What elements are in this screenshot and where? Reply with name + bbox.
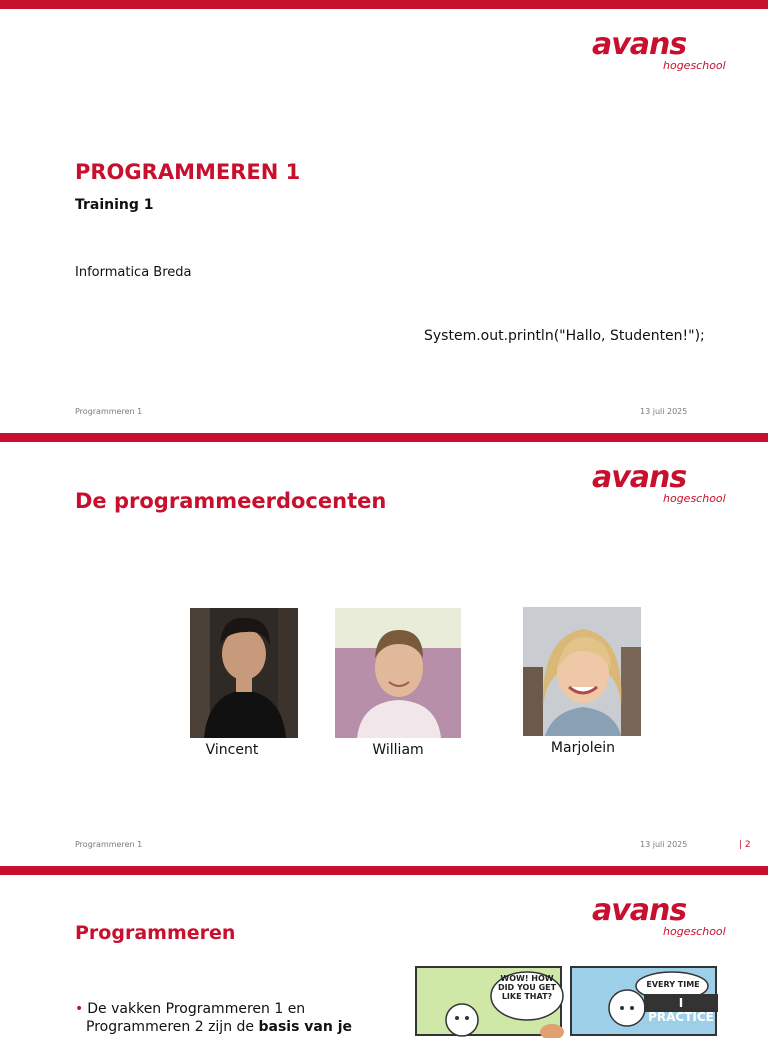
teacher-name-vincent: Vincent xyxy=(205,742,259,758)
footer-date: 13 juli 2025 xyxy=(640,840,688,849)
code-line: System.out.println("Hallo, Studenten!"); xyxy=(424,328,705,344)
comic-panel-right xyxy=(570,966,717,1036)
footer-course: Programmeren 1 xyxy=(75,407,143,416)
avans-logo: avans hogeschool xyxy=(592,27,726,72)
comic-speech-right: I PRACTICE xyxy=(648,996,714,1024)
teacher-name-william: William xyxy=(372,742,424,758)
slide-heading: De programmeerdocenten xyxy=(75,489,387,513)
footer-date: 13 juli 2025 xyxy=(640,407,688,416)
comic-caption-right: EVERY TIME xyxy=(646,980,700,989)
teacher-photo-vincent xyxy=(190,608,298,738)
slide-teachers xyxy=(0,433,768,866)
slide-title-heading: PROGRAMMEREN 1 xyxy=(75,160,301,184)
slide-subtitle: Training 1 xyxy=(75,197,154,213)
avans-logo: avans hogeschool xyxy=(592,460,726,505)
bullet-item: • De vakken Programmeren 1 en Programmeren 2 zijn de basis van je xyxy=(75,1001,352,1035)
comic-speech-left: WOW! HOW DID YOU GET LIKE THAT? xyxy=(497,974,557,1001)
teacher-name-marjolein: Marjolein xyxy=(550,740,616,756)
teacher-photo-marjolein xyxy=(523,607,641,736)
page-number: | 2 xyxy=(739,840,751,850)
footer-course: Programmeren 1 xyxy=(75,840,143,849)
teacher-photo-william xyxy=(335,608,461,738)
slide-top-bar xyxy=(0,866,768,875)
slide-programmeren xyxy=(0,866,768,1035)
department-label: Informatica Breda xyxy=(75,265,192,280)
comic-panel-left xyxy=(415,966,562,1036)
slide-top-bar xyxy=(0,0,768,9)
slide-top-bar xyxy=(0,433,768,442)
slide-title xyxy=(0,0,768,433)
slide-heading: Programmeren xyxy=(75,922,236,944)
avans-logo: avans hogeschool xyxy=(592,893,726,938)
